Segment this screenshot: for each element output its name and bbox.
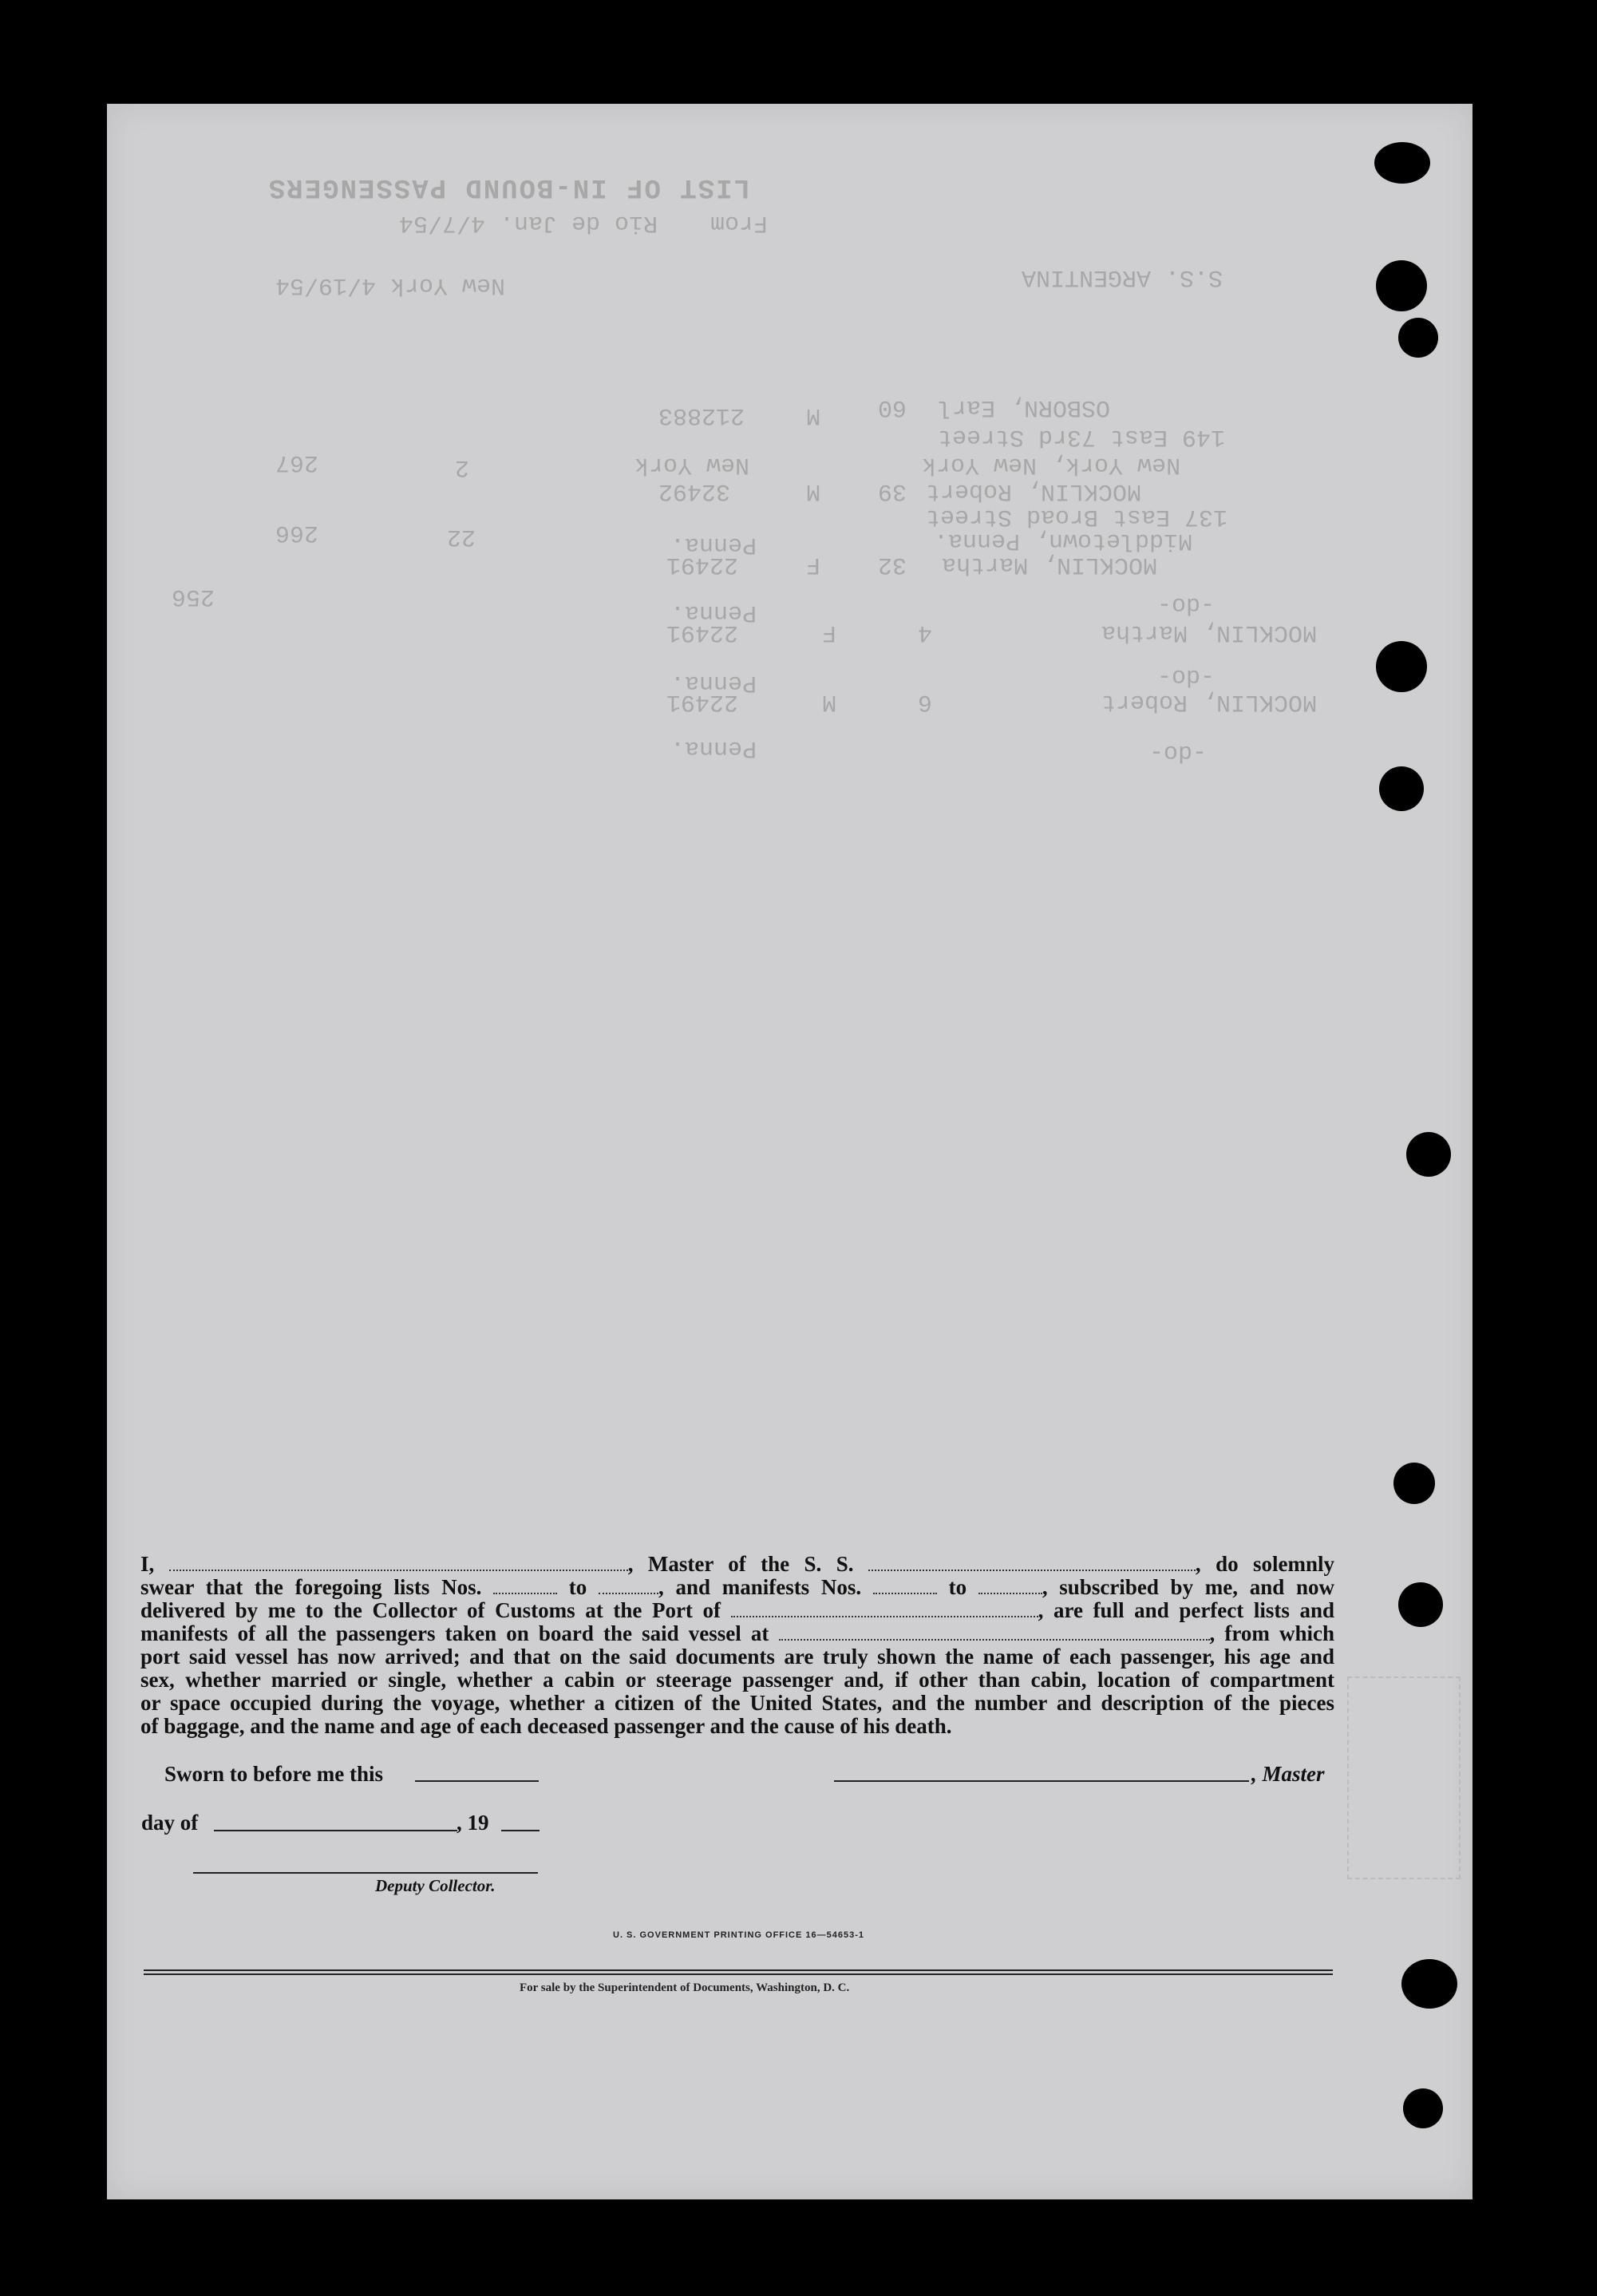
bleed-row: Penna. [670,669,757,696]
punch-hole [1374,142,1430,184]
bleed-row: 149 East 73rd Street [938,423,1226,450]
bleed-row: MOCKLIN, Robert [926,477,1142,505]
bleed-row: F [822,619,837,646]
master-label: , Master [1251,1762,1325,1786]
bleed-row: 32492 [658,477,731,505]
bleed-row: Penna. [670,734,757,762]
bleed-side-number: 256 [172,583,215,610]
bleed-row: -do- [1149,738,1208,766]
oath-line: of baggage, and the name and age of each deceased passenger and the cause of his death. [140,1714,952,1738]
bleed-ss: S.S. ARGENTINA [1022,263,1223,291]
punch-hole [1376,641,1427,692]
oath-line: swear that the foregoing lists Nos. to , and manifests Nos. to , subscribed by me, and now [140,1575,1334,1599]
bleed-arrived: New York 4/19/54 [275,271,506,299]
bleed-side-number: 266 [275,519,319,546]
bleed-row: 39 [878,477,907,505]
bleed-row: MOCKLIN, Martha [942,551,1158,578]
bleed-row: 22491 [666,551,739,578]
day-of-label: day of [141,1811,199,1835]
punch-hole [1401,1959,1457,2009]
bleed-row: 6 [918,688,933,715]
bleed-from-value: Rio de Jan. 4/7/54 [399,209,658,236]
bleed-row: 4 [918,619,933,646]
bleed-row: -do- [1157,663,1216,690]
bleed-row: F [806,551,821,578]
oath-paragraph [140,1553,1334,1738]
bleed-row: M [806,402,821,429]
bleed-row: 60 [878,394,907,421]
bleed-row: 32 [878,551,907,578]
footer-rule [144,1969,1333,1971]
punch-hole [1376,260,1427,311]
deputy-label: Deputy Collector. [375,1876,496,1895]
oath-line: I, , Master of the S. S. , do solemnly [140,1552,1335,1576]
punch-hole [1398,318,1438,358]
bleed-side-number: 2 [455,453,470,481]
year-line [501,1830,540,1831]
bleed-row: MOCKLIN, Martha [1101,619,1318,646]
bleed-side-number: 22 [447,523,476,550]
footer-rule [144,1973,1333,1975]
day-of-line [214,1830,457,1831]
bleed-row: MOCKLIN, Robert [1101,688,1318,715]
punch-hole [1406,1132,1451,1177]
bleed-title: LIST OF IN-BOUND PASSENGERS [267,172,750,202]
manifest-page [107,104,1472,2199]
punch-hole [1403,2088,1443,2128]
master-signature-line [834,1780,1249,1782]
bleed-from-label: From [710,209,769,236]
bleed-row: 22491 [666,688,739,715]
oath-line: delivered by me to the Collector of Customs at the Port of , are full and perfect lists and [140,1598,1335,1622]
bleed-row: Penna. [670,599,757,626]
oath-line: sex, whether married or single, whether a cabin or steerage passenger and, if other than cabin, location of compartment [140,1668,1334,1692]
bleed-row: -do- [1157,591,1216,618]
punch-hole [1379,766,1424,811]
printing-office-imprint: U. S. GOVERNMENT PRINTING OFFICE 16—54653-1 [613,1930,865,1940]
faded-stamp [1347,1676,1461,1879]
sworn-label: Sworn to before me this [164,1762,383,1786]
deputy-signature-line [193,1872,538,1874]
bleed-row: 212883 [658,402,745,429]
for-sale-note: For sale by the Superintendent of Documents, Washington, D. C. [520,1981,850,1994]
bleed-side-number: 267 [275,449,319,476]
punch-hole [1398,1582,1443,1627]
oath-line: port said vessel has now arrived; and that on the said documents are truly shown the name of each passenger, his age and [140,1645,1334,1669]
punch-hole [1393,1463,1435,1504]
bleed-row: M [806,477,821,505]
bleed-row: 137 East Broad Street [926,503,1228,530]
year-label: , 19 [457,1811,489,1835]
oath-line: manifests of all the passengers taken on board the said vessel at , from which [140,1621,1334,1645]
sworn-date-line [415,1780,539,1782]
oath-line: or space occupied during the voyage, whether a citizen of the United States, and the number and description of the pieces [140,1691,1334,1715]
bleed-row: New York [634,451,750,478]
bleed-row: Penna. [670,531,757,558]
bleed-row: Middletown, Penna. [934,527,1193,554]
bleed-row: M [822,688,837,715]
bleed-row: 22491 [666,619,739,646]
bleed-row: New York, New York [922,451,1181,478]
bleed-row: OSBORN, Earl [938,394,1111,421]
